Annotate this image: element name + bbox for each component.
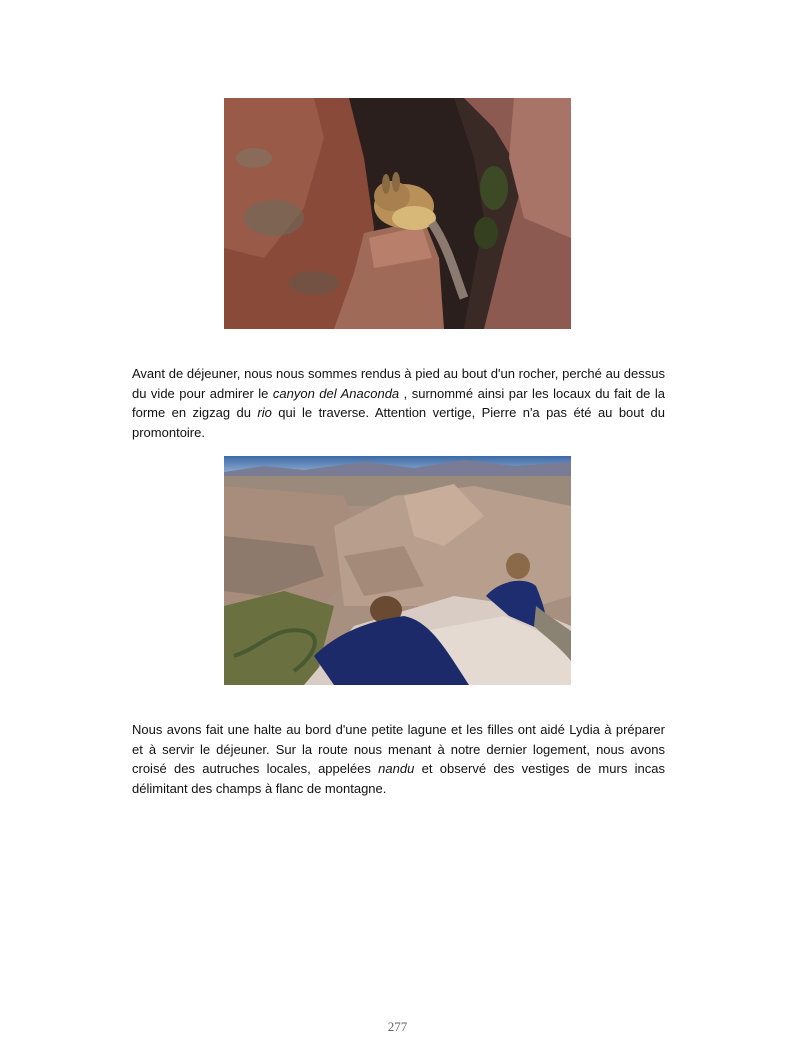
paragraph1-text-3: qui le traverse. Attention vertige, Pierre n'a pas été au bout du promontoire. — [132, 405, 665, 440]
paragraph1-canyon-name: canyon del Anaconda — [272, 385, 400, 401]
canyon-photo — [224, 456, 571, 685]
viscacha-photo — [224, 98, 571, 329]
canyon-image — [224, 456, 571, 685]
paragraph2-text-2: et observé des vestiges de murs incas délimitant des champs à flanc de montagne. — [132, 761, 665, 796]
paragraph1-text-1: Avant de déjeuner, nous nous sommes rendus à pied au bout d'un rocher, perché au dessus du vide pour admirer le — [132, 366, 665, 401]
paragraph-lagoon — [132, 720, 665, 798]
page-number: 277 — [387, 1019, 408, 1034]
viscacha-image — [224, 98, 571, 329]
paragraph-canyon — [132, 364, 665, 442]
paragraph2-nandu: nandu — [378, 761, 415, 777]
paragraph2-text-1: Nous avons fait une halte au bord d'une petite lagune et les filles ont aidé Lydia à préparer et à servir le déjeuner. Sur la route nous menant à notre dernier logement, nous avons croisé des autruches locales, appelées — [132, 722, 665, 777]
paragraph1-text-2: , surnommé ainsi par les locaux du fait de la forme en zigzag du — [132, 385, 665, 421]
paragraph1-rio: rio — [257, 405, 272, 421]
